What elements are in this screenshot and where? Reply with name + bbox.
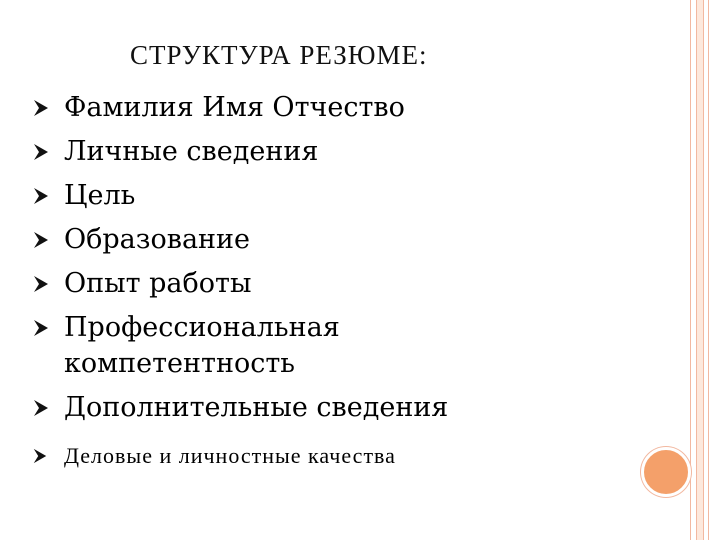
- list-item: [30, 130, 448, 174]
- list-item: [30, 86, 448, 130]
- arrowhead-bullet-icon: [32, 386, 50, 430]
- list-item-label: Образование: [64, 224, 251, 255]
- arrowhead-bullet-icon: [32, 306, 50, 350]
- list-item-label: Личные сведения: [64, 136, 319, 167]
- list-item-label: Дополнительные сведения: [64, 392, 449, 423]
- list-item-label: Цель: [64, 180, 136, 211]
- list-item: [30, 386, 448, 430]
- list-item: [30, 306, 448, 386]
- list-item-label: Фамилия Имя Отчество: [64, 92, 405, 123]
- list-item: [30, 218, 448, 262]
- arrowhead-bullet-icon: [32, 86, 50, 130]
- decorative-rule: [696, 0, 697, 540]
- decorative-circle: [641, 447, 691, 497]
- arrowhead-bullet-icon: [32, 434, 50, 478]
- arrowhead-bullet-icon: [32, 174, 50, 218]
- decorative-rule: [703, 0, 704, 540]
- slide-title: СТРУКТУРА РЕЗЮМЕ:: [130, 40, 428, 70]
- bullet-list: [30, 86, 448, 478]
- arrowhead-bullet-icon: [32, 262, 50, 306]
- list-item-label: Деловые и личностные качества: [64, 443, 396, 468]
- list-item: [30, 174, 448, 218]
- list-item-label: Опыт работы: [64, 268, 252, 299]
- list-item: [30, 434, 448, 478]
- arrowhead-bullet-icon: [32, 130, 50, 174]
- list-item: [30, 262, 448, 306]
- list-item-label: Профессиональная компетентность: [64, 312, 340, 379]
- decorative-rule: [690, 0, 691, 540]
- arrowhead-bullet-icon: [32, 218, 50, 262]
- decorative-rule: [708, 0, 709, 540]
